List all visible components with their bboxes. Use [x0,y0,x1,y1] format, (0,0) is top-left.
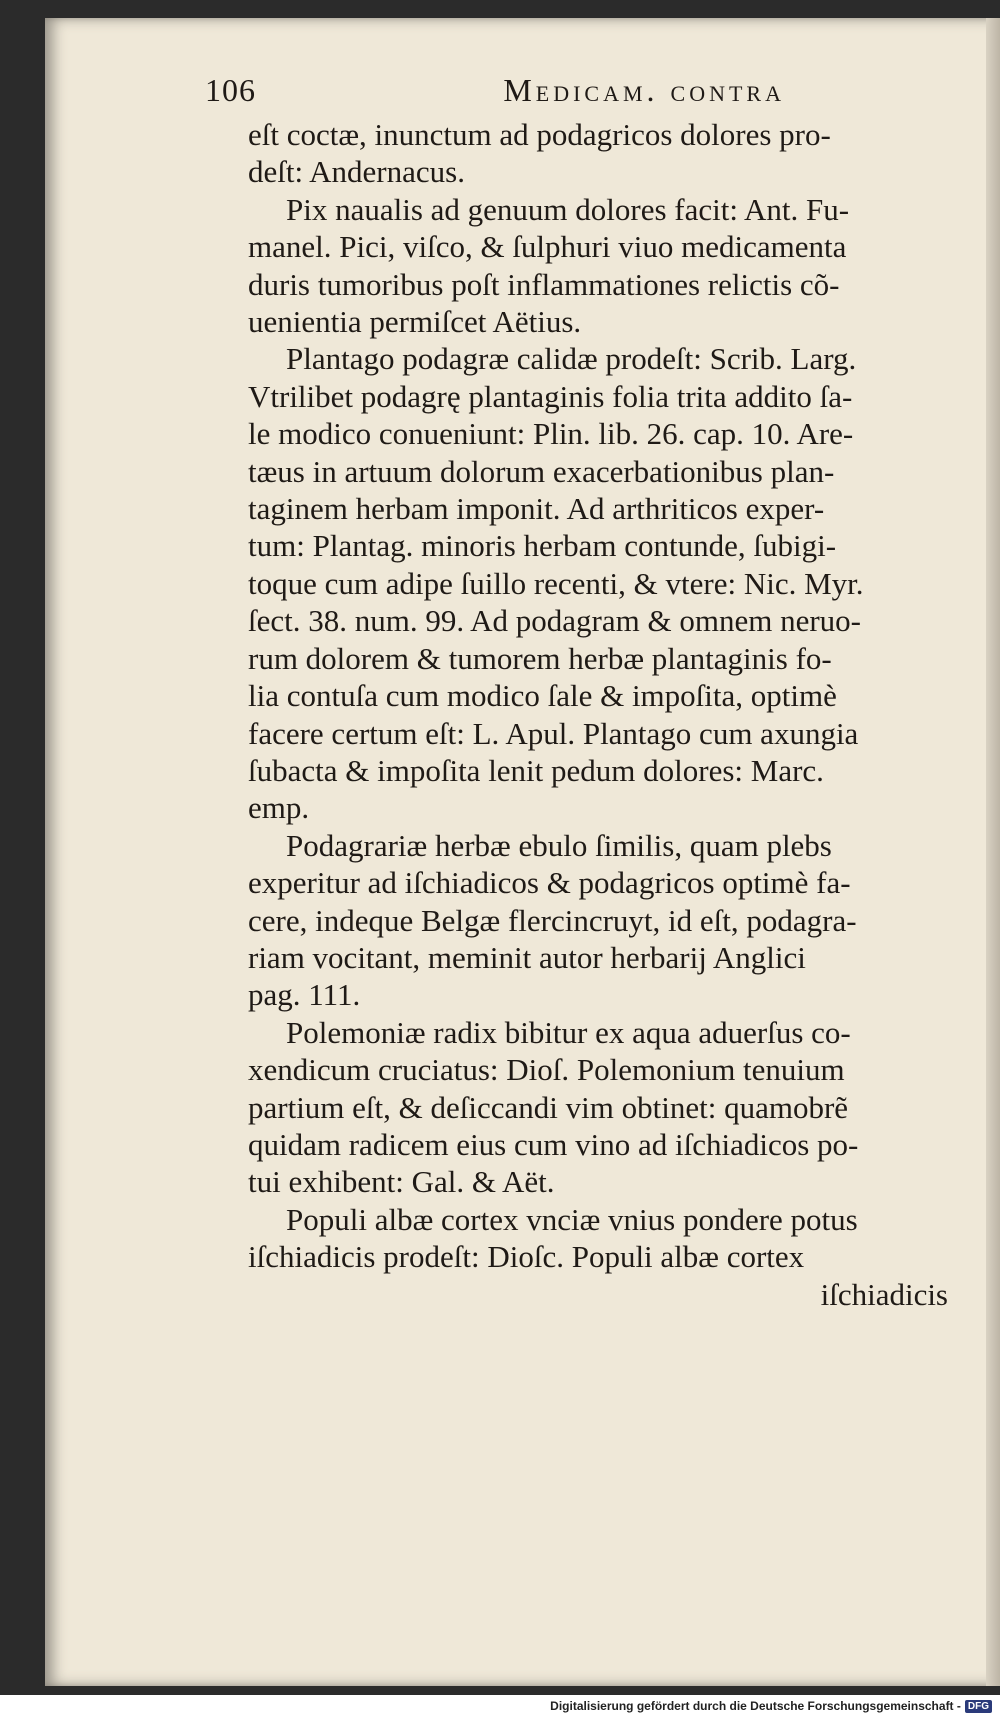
text-line: taginem herbam imponit. Ad arthriticos exper- [248,491,825,527]
text-line: Populi albæ cortex vnciæ vnius pondere potus [286,1201,858,1237]
catchword: iſchiadicis [820,1276,948,1312]
text-line: tæus in artuum dolorum exacerbationibus plan- [248,453,835,489]
text-line: eſt coctæ, inunctum ad podagricos dolores pro- [248,117,831,152]
text-line: tum: Plantag. minoris herbam contunde, ſubigi- [248,528,837,564]
text-line: ſubacta & impoſita lenit pedum dolores: Marc. [248,752,824,788]
text-line: Polemoniæ radix bibitur ex aqua aduerſus co- [286,1014,851,1050]
text-line: manel. Pici, viſco, & ſulphuri viuo medicamenta [248,229,847,265]
text-line: partium eſt, & deſiccandi vim obtinet: quamobrẽ [248,1089,849,1125]
text-line: Pix naualis ad genuum dolores facit: Ant. Fu- [286,191,850,227]
text-line: deſt: Andernacus. [248,154,465,190]
text-line: Plantago podagræ calidæ prodeſt: Scrib. Larg. [286,341,857,377]
text-line: experitur ad iſchiadicos & podagricos optimè fa- [248,865,851,901]
text-line: ſect. 38. num. 99. Ad podagram & omnem neruo- [248,603,861,639]
text-line: Vtrilibet podagrę plantaginis folia trita addito ſa- [248,378,853,414]
page-number: 106 [205,72,256,108]
text-line: rum dolorem & tumorem herbæ plantaginis fo- [248,640,832,676]
text-line: duris tumoribus poſt inflammationes relictis cõ- [248,266,840,302]
text-line: lia contuſa cum modico ſale & impoſita, optimè [248,678,837,714]
text-line: uenientia permiſcet Aëtius. [248,304,582,340]
text-line: quidam radicem eius cum vino ad iſchiadicos po- [248,1126,859,1162]
text-line: cere, indeque Belgæ flercincruyt, id eſt, podagra- [248,902,857,938]
body-text [248,116,948,1313]
text-line: Podagrariæ herbæ ebulo ſimilis, quam plebs [286,827,832,863]
running-title: Medicam. contra [503,72,785,108]
text-line: facere certum eſt: L. Apul. Plantago cum axungia [248,715,859,751]
text-line: le modico conueniunt: Plin. lib. 26. cap. 10. Are- [248,416,854,452]
digitization-footer [0,1695,1000,1717]
text-line: riam vocitant, meminit autor herbarij Anglici [248,939,806,975]
text-line: xendicum cruciatus: Dioſ. Polemonium tenuium [248,1052,845,1088]
funding-notice: Digitalisierung gefördert durch die Deutsche Forschungsgemeinschaft - [550,1699,961,1713]
text-line: pag. 111. [248,977,361,1013]
dfg-logo: DFG [965,1700,992,1713]
text-line: tui exhibent: Gal. & Aët. [248,1164,555,1200]
text-line: iſchiadicis prodeſt: Dioſc. Populi albæ cortex [248,1239,805,1275]
text-line: toque cum adipe ſuillo recenti, & vtere: Nic. Myr. [248,565,864,601]
page-header [205,72,785,118]
text-line: emp. [248,790,310,826]
